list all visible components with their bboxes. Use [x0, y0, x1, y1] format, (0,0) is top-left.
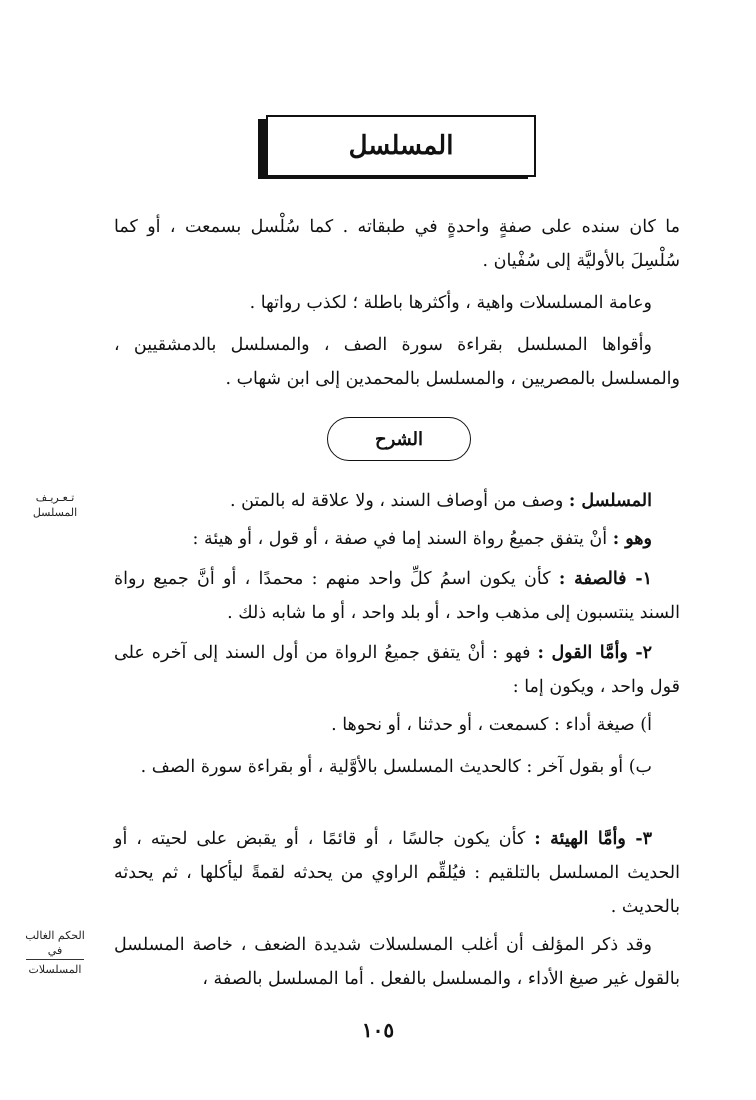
explanation-text-7: كأن يكون جالسًا ، أو قائمًا ، أو يقبض على لحيته ، أو الحديث المسلسل بالتلقيم : فيُلقِّم الراوي من يحدثه لقمةً ليأكلها ، ثم يحدثه بالحديث . [114, 829, 680, 917]
definition-paragraph-1: ما كان سنده على صفةٍ واحدةٍ في طبقاته . كما سُلْسل بسمعت ، أو كما سُلْسِلَ بالأوليَّة إلى سُفْيان . [114, 217, 680, 271]
definition-paragraph-2: وعامة المسلسلات واهية ، وأكثرها باطلة ؛ لكذب رواتها . [249, 293, 652, 313]
margin-note-definition [22, 490, 88, 520]
explanation-paragraph-4 [114, 636, 680, 704]
page-number: ١٠٥ [361, 1018, 395, 1042]
explanation-paragraph-6: ب) أو بقول آخر : كالحديث المسلسل بالأوَّلية ، أو بقراءة سورة الصف . [140, 757, 652, 777]
explanation-text-1: وصف من أوصاف السند ، ولا علاقة له بالمتن . [229, 491, 569, 511]
chapter-title: المسلسل [266, 115, 536, 177]
explanation-paragraph-8: وقد ذكر المؤلف أن أغلب المسلسلات شديدة الضعف ، خاصة المسلسل بالقول غير صيغ الأداء ، والمسلسل بالفعل . أما المسلسل بالصفة ، [114, 935, 680, 989]
margin-note-2-line-2: في [47, 944, 63, 957]
term-hay'a: ٣- وأمَّا الهيئة : [534, 829, 652, 849]
explanation-text-4: فهو : أنْ يتفق جميعُ الرواة من أول السند إلى آخره على قول واحد ، ويكون إما : [114, 643, 680, 697]
definition-paragraph-3: وأقواها المسلسل بقراءة سورة الصف ، والمسلسل بالدمشقيين ، والمسلسل بالمصريين ، والمسلسل بالمحمدين إلى ابن شهاب . [114, 335, 680, 389]
chapter-title-box [258, 115, 536, 177]
term-qawl: ٢- وأمَّا القول : [537, 643, 652, 663]
term-wahuwa: وهو : [612, 529, 652, 549]
margin-note-2-line-1: الحكم الغالب [25, 929, 85, 942]
explanation-paragraph-2 [114, 522, 680, 556]
explanation-paragraph-7 [114, 822, 680, 924]
margin-note-ruling [22, 928, 88, 977]
margin-note-1-line-1: تـعـريـف [35, 491, 75, 504]
explanation-text-3: كأن يكون اسمُ كلِّ واحد منهم : محمدًا ، أو أنَّ جميع رواة السند ينتسبون إلى مذهب واحد ، أو بلد واحد ، أو ما شابه ذلك . [114, 569, 680, 623]
explanation-text-2: أنْ يتفق جميعُ رواة السند إما في صفة ، أو قول ، أو هيئة : [192, 529, 613, 549]
explanation-paragraph-1 [114, 484, 680, 518]
margin-note-1-line-2: المسلسل [32, 506, 78, 519]
term-sifa: ١- فالصفة : [558, 569, 652, 589]
margin-note-rule [26, 959, 84, 960]
margin-note-2-line-3: المسلسلات [28, 963, 82, 976]
explanation-paragraph-5: أ) صيغة أداء : كسمعت ، أو حدثنا ، أو نحوها . [331, 715, 652, 735]
term-musalsal: المسلسل : [568, 491, 652, 511]
sharh-heading: الشرح [327, 417, 471, 461]
explanation-paragraph-3 [114, 562, 680, 630]
